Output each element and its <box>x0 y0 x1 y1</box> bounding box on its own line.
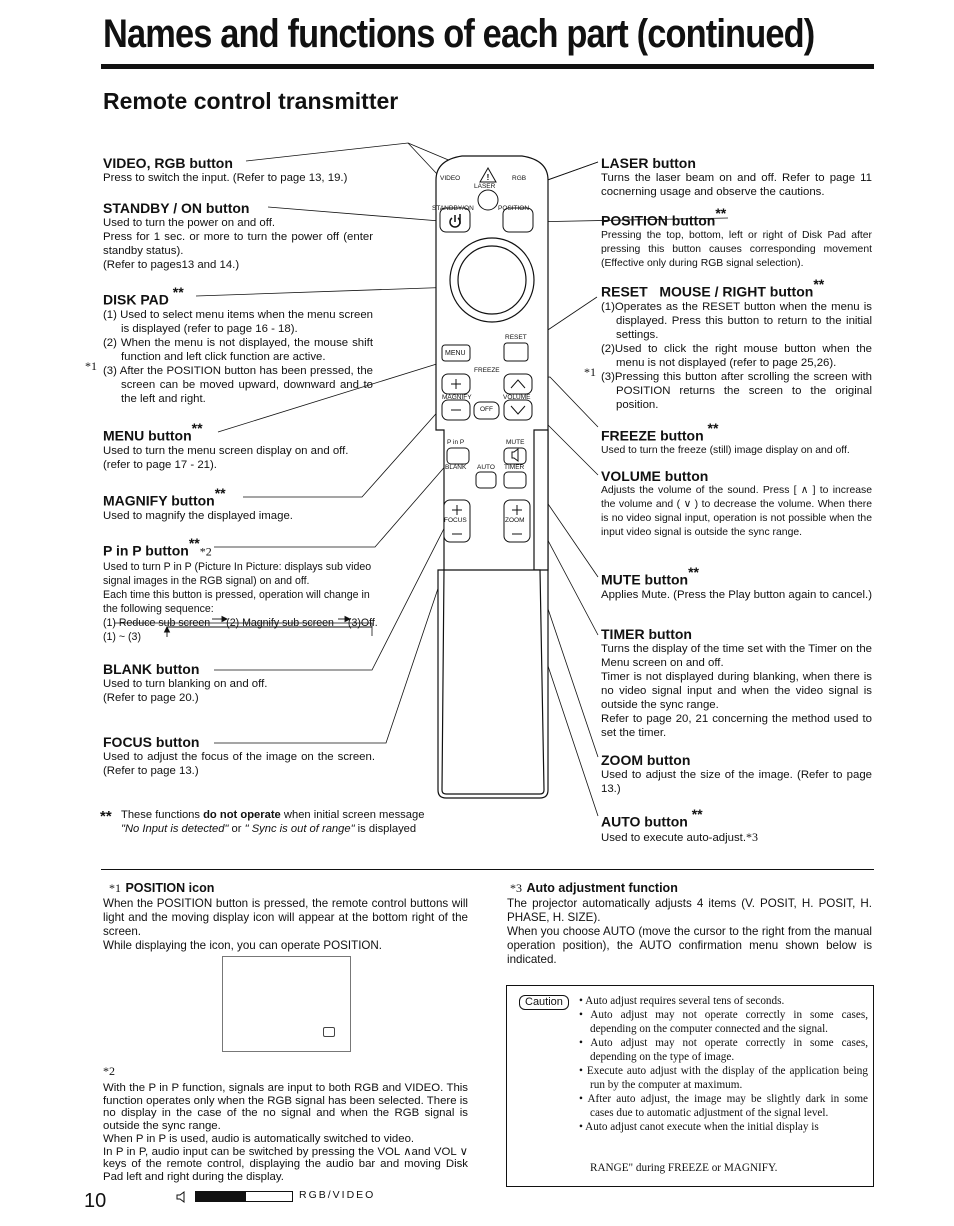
pinp-desc-1: Used to turn P in P (Picture In Picture: displays sub video signal images in the RGB signal) on and off. <box>103 560 372 587</box>
position-move-icon <box>323 1027 335 1037</box>
footnote2-desc-1: With the P in P function, signals are input to both RGB and VIDEO. This function operates only when the RGB signal has been selected. There is no display in the case of the no signal and when the RGB signal is outside the sync range. <box>103 1082 468 1133</box>
remote-label-reset: RESET <box>505 334 527 341</box>
pinp-title: P in P button <box>103 542 189 559</box>
pinp-section <box>103 537 383 644</box>
note-quote-2: " Sync is out of range" <box>244 823 355 835</box>
focus-desc: Used to adjust the focus of the image on the screen. (Refer to page 13.) <box>103 751 375 777</box>
operation-note <box>121 808 481 836</box>
focus-title: FOCUS button <box>103 734 200 750</box>
reset-item-1: (1)Operates as the RESET button when the menu is displayed. Press this button to return to the initial settings. <box>601 300 872 341</box>
page-number: 10 <box>84 1190 107 1212</box>
auto-stars: ** <box>691 806 703 822</box>
disk-pad-item-3: (3) After the POSITION button has been pressed, the screen can be moved upward, downward and to the left and right. <box>103 364 373 405</box>
reset-item-2: (2)Used to click the right mouse button when the menu is not displayed (refer to page 25,26). <box>601 342 872 369</box>
standby-desc-2: Press for 1 sec. or more to turn the power off (enter standby status). <box>103 231 373 257</box>
footnote2-desc-3: In P in P, audio input can be switched by pressing the VOL ∧and VOL ∨ keys of the remote control, displaying the audio bar and moving Disk Pad left and right during the display. <box>103 1145 468 1183</box>
blank-section <box>103 661 373 705</box>
footnote1-title: POSITION icon <box>125 881 215 895</box>
video-rgb-desc: Press to switch the input. (Refer to page 13, 19.) <box>103 172 348 184</box>
remote-label-timer: TIMER <box>504 464 525 471</box>
caution-list <box>579 994 868 1134</box>
zoom-section <box>601 752 872 796</box>
position-section <box>601 207 872 271</box>
disk-pad-section <box>103 286 373 406</box>
pinp-seq-1: (1) Reduce sub screen <box>103 616 211 629</box>
timer-desc-2: Timer is not displayed during blanking, when there is no video signal input and when the video signal is outside the sync range. <box>601 671 872 711</box>
pinp-note-mark: *2 <box>199 544 212 559</box>
magnify-desc: Used to magnify the displayed image. <box>103 509 293 522</box>
magnify-stars: ** <box>214 485 226 501</box>
laser-title: LASER button <box>601 155 696 171</box>
timer-title: TIMER button <box>601 626 692 642</box>
caution-tail: RANGE" during FREEZE or MAGNIFY. <box>590 1162 778 1174</box>
zoom-title: ZOOM button <box>601 752 691 768</box>
remote-label-volume: VOLUME <box>503 394 531 401</box>
footnote1-desc-2: While displaying the icon, you can operate POSITION. <box>103 939 383 952</box>
footnote2-mark: *2 <box>103 1064 115 1078</box>
remote-label-laser: LASER <box>474 183 496 190</box>
disk-pad-item-1: (1) Used to select menu items when the menu screen is displayed (refer to page 16 - 18). <box>103 308 373 335</box>
reset-stars: ** <box>813 276 825 292</box>
mute-section <box>601 566 872 602</box>
menu-desc: Used to turn the menu screen display on and off. (refer to page 17 - 21). <box>103 444 349 471</box>
caution-item: • Auto adjust requires several tens of seconds. <box>579 994 868 1008</box>
remote-label-pinp: P in P <box>447 439 465 446</box>
audio-bar-label: RGB/VIDEO <box>299 1189 376 1201</box>
position-title: POSITION button <box>601 212 716 229</box>
menu-title: MENU button <box>103 427 192 444</box>
disk-pad-stars: ** <box>172 284 184 300</box>
audio-bar-fill <box>196 1192 246 1201</box>
blank-desc-1: Used to turn blanking on and off. <box>103 678 268 690</box>
footnote2-desc-2: When P in P is used, audio is automatically switched to video. <box>103 1132 415 1145</box>
laser-section <box>601 155 872 199</box>
footnote3-mark: *3 <box>510 881 522 895</box>
timer-section <box>601 626 872 740</box>
freeze-desc: Used to turn the freeze (still) image display on and off. <box>601 444 850 456</box>
pinp-desc-2: Each time this button is pressed, operation will change in the following sequence: <box>103 588 370 615</box>
remote-label-auto: AUTO <box>477 464 495 471</box>
video-rgb-section <box>103 155 373 185</box>
menu-section <box>103 422 373 472</box>
screen-preview <box>222 956 351 1052</box>
caution-item: • Execute auto adjust with the display of the application being run by the computer at maximum. <box>579 1064 868 1092</box>
timer-desc-3: Refer to page 20, 21 concerning the method used to set the timer. <box>601 713 872 739</box>
video-rgb-title: VIDEO, RGB button <box>103 155 233 171</box>
remote-label-position: POSITION <box>498 205 530 212</box>
remote-label-video: VIDEO <box>440 175 461 182</box>
remote-label-zoom: ZOOM <box>505 517 525 524</box>
remote-label-standby: STANDBY/ON <box>432 205 474 212</box>
pinp-stars: ** <box>188 535 200 551</box>
remote-label-blank: BLANK <box>445 464 467 471</box>
blank-title: BLANK button <box>103 661 200 677</box>
note-bold: do not operate <box>203 809 281 821</box>
remote-label-magnify: MAGNIFY <box>442 394 472 401</box>
disk-pad-title: DISK PAD <box>103 291 169 308</box>
reset-item-3: (3)Pressing this button after scrolling the screen with POSITION returns the screen to the original position. <box>601 370 872 411</box>
remote-label-focus: FOCUS <box>444 517 467 524</box>
auto-title: AUTO button <box>601 813 688 830</box>
footnote-position-icon <box>103 879 468 953</box>
standby-section <box>103 200 373 272</box>
footnote-auto-adjust <box>507 879 872 967</box>
note-post: is displayed <box>354 823 417 835</box>
caution-item: • After auto adjust, the image may be slightly dark in some cases due to automatic adjustment of the signal level. <box>579 1092 868 1120</box>
footnote3-desc-2: When you choose AUTO (move the cursor to the right from the manual operation position), the AUTO confirmation menu shown below is indicated. <box>507 925 872 966</box>
footnote-pinp <box>103 1064 468 1184</box>
section-subtitle: Remote control transmitter <box>103 88 399 114</box>
pinp-seq-2: (2) Magnify sub screen <box>226 616 334 629</box>
disk-pad-item-2: (2) When the menu is not displayed, the mouse shift function and left click function are active. <box>103 336 373 363</box>
caution-item: • Auto adjust canot execute when the initial display is <box>579 1120 868 1134</box>
volume-desc: Adjusts the volume of the sound. Press [ ∧ ] to increase the volume and ( ∨ ) to decrease the volume. When there is no video signal input, operation is not possible when the input video signal is outside the sync range. <box>601 485 872 538</box>
standby-title: STANDBY / ON button <box>103 200 250 216</box>
freeze-title: FREEZE button <box>601 427 704 444</box>
svg-text:!: ! <box>486 173 490 182</box>
note-pre: These functions <box>121 809 204 821</box>
auto-note-mark: *3 <box>746 829 759 844</box>
focus-section <box>103 734 375 778</box>
note-or: or <box>228 823 245 835</box>
note-quote-1: "No Input is detected" <box>121 823 229 835</box>
footnote3-desc-1: The projector automatically adjusts 4 items (V. POSIT, H. POSIT, H. PHASE, H. SIZE). <box>507 897 872 924</box>
zoom-desc: Used to adjust the size of the image. (Refer to page 13.) <box>601 769 872 795</box>
note-stars: ** <box>100 808 112 825</box>
footnote1-desc-1: When the POSITION button is pressed, the remote control buttons will light and the moving display icon will appear at the bottom right of the screen. <box>103 897 468 938</box>
section-divider <box>101 869 874 870</box>
mute-title: MUTE button <box>601 571 689 588</box>
position-stars: ** <box>715 205 727 221</box>
volume-title: VOLUME button <box>601 468 709 484</box>
caution-item: • Auto adjust may not operate correctly in some cases, depending on the type of image. <box>579 1036 868 1064</box>
speaker-icon <box>175 1190 189 1204</box>
caution-label: Caution <box>519 995 569 1010</box>
note-mid: when initial screen message <box>280 809 425 821</box>
mute-stars: ** <box>688 564 699 580</box>
remote-label-freeze: FREEZE <box>474 367 500 374</box>
freeze-section <box>601 422 876 458</box>
audio-bar <box>195 1191 293 1202</box>
reset-note-mark: *1 <box>584 365 596 379</box>
standby-desc-1: Used to turn the power on and off. <box>103 217 276 229</box>
magnify-section <box>103 487 373 523</box>
menu-stars: ** <box>191 420 203 436</box>
remote-label-off: OFF <box>480 406 493 413</box>
auto-section <box>601 808 872 845</box>
magnify-title: MAGNIFY button <box>103 492 215 509</box>
position-desc: Pressing the top, bottom, left or right of Disk Pad after pressing this button causes corresponding movement (Effective only during RGB signal selection). <box>601 229 872 269</box>
disk-pad-note-mark: *1 <box>85 359 97 373</box>
remote-label-mute: MUTE <box>506 439 525 446</box>
blank-desc-2: (Refer to page 20.) <box>103 692 199 704</box>
reset-title: RESET MOUSE / RIGHT button <box>601 283 814 300</box>
reset-section <box>601 278 872 412</box>
volume-section <box>601 468 872 540</box>
remote-label-menu: MENU <box>445 350 466 357</box>
caution-item: • Auto adjust may not operate correctly in some cases, depending on the computer connected and the signal. <box>579 1008 868 1036</box>
remote-label-rgb: RGB <box>512 175 527 182</box>
pinp-seq-loop: (1) ~ (3) <box>103 630 141 643</box>
footnote3-title: Auto adjustment function <box>526 881 678 895</box>
freeze-stars: ** <box>707 420 719 436</box>
footnote1-mark: *1 <box>109 881 121 895</box>
laser-desc: Turns the laser beam on and off. Refer to page 11 cocnerning usage and observe the cautions. <box>601 172 872 198</box>
caution-box <box>506 985 874 1187</box>
auto-desc: Used to execute auto-adjust. <box>601 831 747 844</box>
standby-desc-3: (Refer to pages13 and 14.) <box>103 259 240 271</box>
page-title: Names and functions of each part (continued) <box>103 12 815 56</box>
pinp-seq-3: (3)Off. <box>347 616 378 629</box>
mute-desc: Applies Mute. (Press the Play button again to cancel.) <box>601 588 872 601</box>
timer-desc-1: Turns the display of the time set with the Timer on the Menu screen on and off. <box>601 643 872 669</box>
remote-control-illustration <box>422 150 562 800</box>
